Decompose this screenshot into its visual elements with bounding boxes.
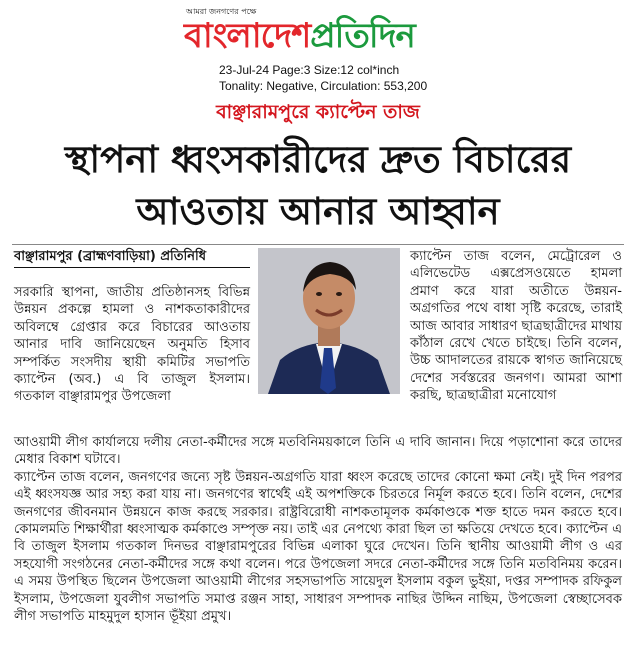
clipping-meta-date-size: 23-Jul-24 Page:3 Size:12 col*inch	[219, 63, 400, 77]
masthead	[0, 2, 636, 60]
logo-part-bangladesh: বাংলাদেশ	[184, 16, 311, 56]
headline-divider	[12, 244, 624, 245]
article-paragraph: সরকারি স্থাপনা, জাতীয় প্রতিষ্ঠানসহ বিভিন্ন উন্নয়ন প্রকল্পে হামলা ও নাশকতাকারীদের অবিলম্বে গ্রেপ্তার করে বিচারের আওতায় আনার দাবি জানিয়েছেন অনুমতি হিসাব সম্পর্কিত সংসদীয় স্থায়ী কমিটির সভাপতি ক্যাপ্টেন (অব.) এ বি তাজুল ইসলাম। গতকাল বাঞ্ছারামপুর উপজেলা	[14, 285, 250, 405]
article-kicker: বাঞ্ছারামপুরে ক্যাপ্টেন তাজ	[216, 101, 420, 123]
article-headline-line1: স্থাপনা ধ্বংসকারীদের দ্রুত বিচারের	[64, 138, 572, 181]
article-column-left	[14, 284, 250, 406]
article-paragraph: ক্যাপ্টেন তাজ বলেন, মেট্রোরেল ও এলিভেটেড এক্সপ্রেসওয়েতে হামলা প্রমাণ করে যারা অতীতে উন্নয়ন-অগ্রগতির পথে বাধা সৃষ্টি করেছে, তারাই আজ আবার সাধারণ ছাত্রছাত্রীদের মাথায় কাঁঠাল রেখে খেতে চাইছে। তিনি বলেন, উচ্চ আদালতের রায়কে স্বাগত জানিয়েছে দেশের সর্বস্তরের জনগণ। আমরা আশা করছি, ছাত্রছাত্রীরা মনোযোগ	[410, 249, 622, 404]
article-paragraph: আওয়ামী লীগ কার্যালয়ে দলীয় নেতা-কর্মীদের সঙ্গে মতবিনিময়কালে তিনি এ দাবি জানান। দিয়ে পড়াশোনা করে তাদের মেধার বিকাশ ঘটাবে।	[14, 435, 622, 468]
article-paragraph: ক্যাপ্টেন তাজ বলেন, জনগণের জন্যে সৃষ্ট উন্নয়ন-অগ্রগতি যারা ধ্বংস করেছে তাদের কোনো ক্ষমা নেই। দুই দিন পরপর এই ধ্বংসযজ্ঞ আর সহ্য করা যায় না। জনগণের স্বার্থেই এই অপশক্তিকে চিরতরে নির্মূল করতে হবে। তিনি বলেন, দেশের জনগণের জীবনমান উন্নয়নে কাজ করছে সরকার। রাষ্ট্রবিরোধী নাশকতামূলক কর্মকাণ্ডকে শক্ত হাতে দমন করতে হবে। কোমলমতি শিক্ষার্থীরা ধ্বংসাত্মক কর্মকাণ্ডে সম্পৃক্ত নয়। তাই এর নেপথ্যে কারা ছিল তা ক্ষতিয়ে দেখতে হবে। ক্যাপ্টেন এ বি তাজুল ইসলাম গতকাল দিনভর বাঞ্ছারামপুরের বিভিন্ন এলাকা ঘুরে দেখেন। তিনি স্থানীয় আওয়ামী লীগ ও এর সহযোগী সংগঠনের নেতা-কর্মীদের সঙ্গে কথা বলেন। পরে উপজেলা সদরে নেতা-কর্মীদের সঙ্গে তিনি মতবিনিময় করেন। এ সময় উপস্থিত ছিলেন উপজেলা আওয়ামী লীগের সহসভাপতি সায়েদুল ইসলাম বকুল ভুইয়া, দপ্তর সম্পাদক রফিকুল ইসলাম, উপজেলা যুবলীগ সভাপতি সমাপ্ত রঞ্জন সাহা, সাধারণ সম্পাদক নাছির উদ্দিন নাছিম, উপজেলা স্বেচ্ছাসেবক লীগ সভাপতি মাহমুদুল হাসান ভূঁইয়া প্রমুখ।	[14, 469, 622, 625]
article-byline: বাঞ্ছারামপুর (ব্রাহ্মণবাড়িয়া) প্রতিনিধি	[14, 248, 250, 268]
newspaper-logo	[184, 14, 415, 58]
portrait-photo	[258, 248, 400, 394]
portrait-illustration	[258, 248, 400, 394]
clipping-meta-tonality: Tonality: Negative, Circulation: 553,200	[219, 79, 428, 93]
logo-part-protidin: প্রতিদিন	[310, 16, 415, 56]
masthead-tagline: আমরা জনগণের পক্ষে	[186, 7, 257, 16]
article-column-right	[410, 248, 622, 405]
article-body-continued	[14, 434, 622, 625]
article-headline-line2: আওতায় আনার আহ্বান	[136, 190, 500, 233]
